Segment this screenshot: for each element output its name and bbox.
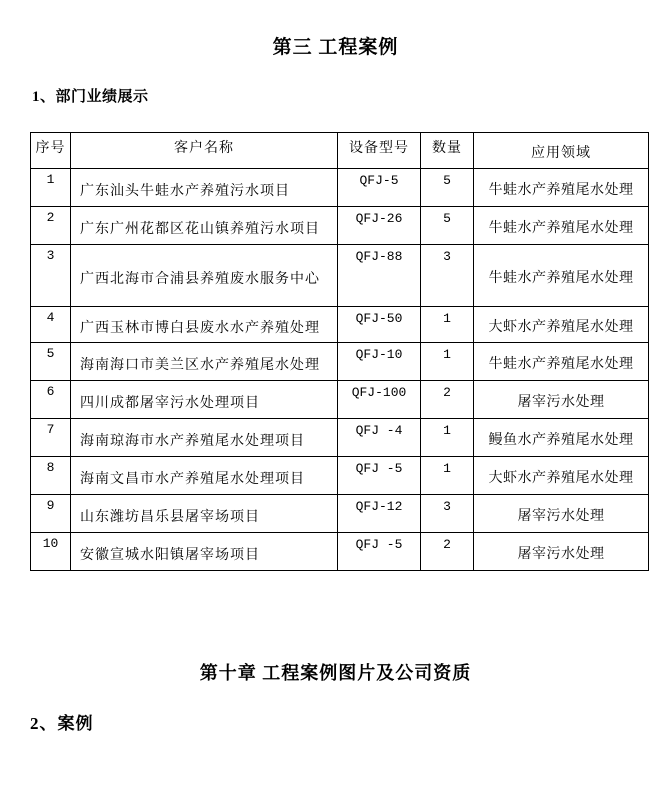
cell-application: 屠宰污水处理 bbox=[474, 533, 649, 571]
header-cell-application: 应用领域 bbox=[474, 133, 649, 169]
chapter-heading: 第十章 工程案例图片及公司资质 bbox=[199, 663, 472, 683]
cell-quantity: 1 bbox=[421, 457, 474, 495]
cell-customer: 四川成都屠宰污水处理项目 bbox=[71, 381, 338, 419]
section-2-heading: 2、案例 bbox=[30, 714, 94, 733]
table-row bbox=[31, 169, 649, 207]
cell-model: QFJ-10 bbox=[338, 343, 421, 381]
table-row bbox=[31, 419, 649, 457]
cell-model: QFJ-12 bbox=[338, 495, 421, 533]
table-row bbox=[31, 245, 649, 307]
cell-quantity: 3 bbox=[421, 495, 474, 533]
header-cell-index: 序号 bbox=[31, 133, 71, 169]
table-row bbox=[31, 307, 649, 343]
cell-customer: 山东潍坊昌乐县屠宰场项目 bbox=[71, 495, 338, 533]
cell-model: QFJ-100 bbox=[338, 381, 421, 419]
cell-quantity: 2 bbox=[421, 381, 474, 419]
document-page bbox=[0, 36, 671, 793]
cell-index: 9 bbox=[31, 495, 71, 533]
cell-index: 6 bbox=[31, 381, 71, 419]
cell-application: 大虾水产养殖尾水处理 bbox=[474, 457, 649, 495]
cell-quantity: 1 bbox=[421, 343, 474, 381]
header-cell-model: 设备型号 bbox=[338, 133, 421, 169]
cell-quantity: 1 bbox=[421, 307, 474, 343]
cell-customer: 海南文昌市水产养殖尾水处理项目 bbox=[71, 457, 338, 495]
cell-quantity: 3 bbox=[421, 245, 474, 307]
header-cell-quantity: 数量 bbox=[421, 133, 474, 169]
cell-quantity: 2 bbox=[421, 533, 474, 571]
cell-quantity: 1 bbox=[421, 419, 474, 457]
cell-model: QFJ -5 bbox=[338, 457, 421, 495]
cell-application: 屠宰污水处理 bbox=[474, 381, 649, 419]
cell-model: QFJ-5 bbox=[338, 169, 421, 207]
table-row bbox=[31, 495, 649, 533]
cell-index: 3 bbox=[31, 245, 71, 307]
table-row bbox=[31, 343, 649, 381]
cell-model: QFJ-88 bbox=[338, 245, 421, 307]
cell-customer: 广东广州花都区花山镇养殖污水项目 bbox=[71, 207, 338, 245]
cell-model: QFJ -4 bbox=[338, 419, 421, 457]
cell-index: 4 bbox=[31, 307, 71, 343]
page-title: 第三 工程案例 bbox=[272, 37, 399, 58]
cell-quantity: 5 bbox=[421, 207, 474, 245]
table-header-row bbox=[31, 133, 649, 169]
cell-application: 鳗鱼水产养殖尾水处理 bbox=[474, 419, 649, 457]
cell-model: QFJ-26 bbox=[338, 207, 421, 245]
cell-model: QFJ-50 bbox=[338, 307, 421, 343]
cell-application: 屠宰污水处理 bbox=[474, 495, 649, 533]
cell-customer: 海南海口市美兰区水产养殖尾水处理 bbox=[71, 343, 338, 381]
cell-index: 7 bbox=[31, 419, 71, 457]
cell-index: 1 bbox=[31, 169, 71, 207]
cell-model: QFJ -5 bbox=[338, 533, 421, 571]
cell-application: 牛蛙水产养殖尾水处理 bbox=[474, 343, 649, 381]
projects-table bbox=[30, 132, 649, 571]
cell-index: 2 bbox=[31, 207, 71, 245]
cell-application: 牛蛙水产养殖尾水处理 bbox=[474, 169, 649, 207]
cell-application: 大虾水产养殖尾水处理 bbox=[474, 307, 649, 343]
cell-customer: 海南琼海市水产养殖尾水处理项目 bbox=[71, 419, 338, 457]
header-cell-customer: 客户名称 bbox=[71, 133, 338, 169]
cell-customer: 广西玉林市博白县废水水产养殖处理 bbox=[71, 307, 338, 343]
cell-customer: 安徽宣城水阳镇屠宰场项目 bbox=[71, 533, 338, 571]
cell-index: 5 bbox=[31, 343, 71, 381]
table-row bbox=[31, 207, 649, 245]
cell-index: 10 bbox=[31, 533, 71, 571]
cell-customer: 广东汕头牛蛙水产养殖污水项目 bbox=[71, 169, 338, 207]
table-row bbox=[31, 457, 649, 495]
cell-index: 8 bbox=[31, 457, 71, 495]
table-row bbox=[31, 533, 649, 571]
cell-application: 牛蛙水产养殖尾水处理 bbox=[474, 245, 649, 307]
section-1-heading: 1、部门业绩展示 bbox=[32, 89, 149, 105]
cell-quantity: 5 bbox=[421, 169, 474, 207]
table-row bbox=[31, 381, 649, 419]
cell-customer: 广西北海市合浦县养殖废水服务中心 bbox=[71, 245, 338, 307]
cell-application: 牛蛙水产养殖尾水处理 bbox=[474, 207, 649, 245]
